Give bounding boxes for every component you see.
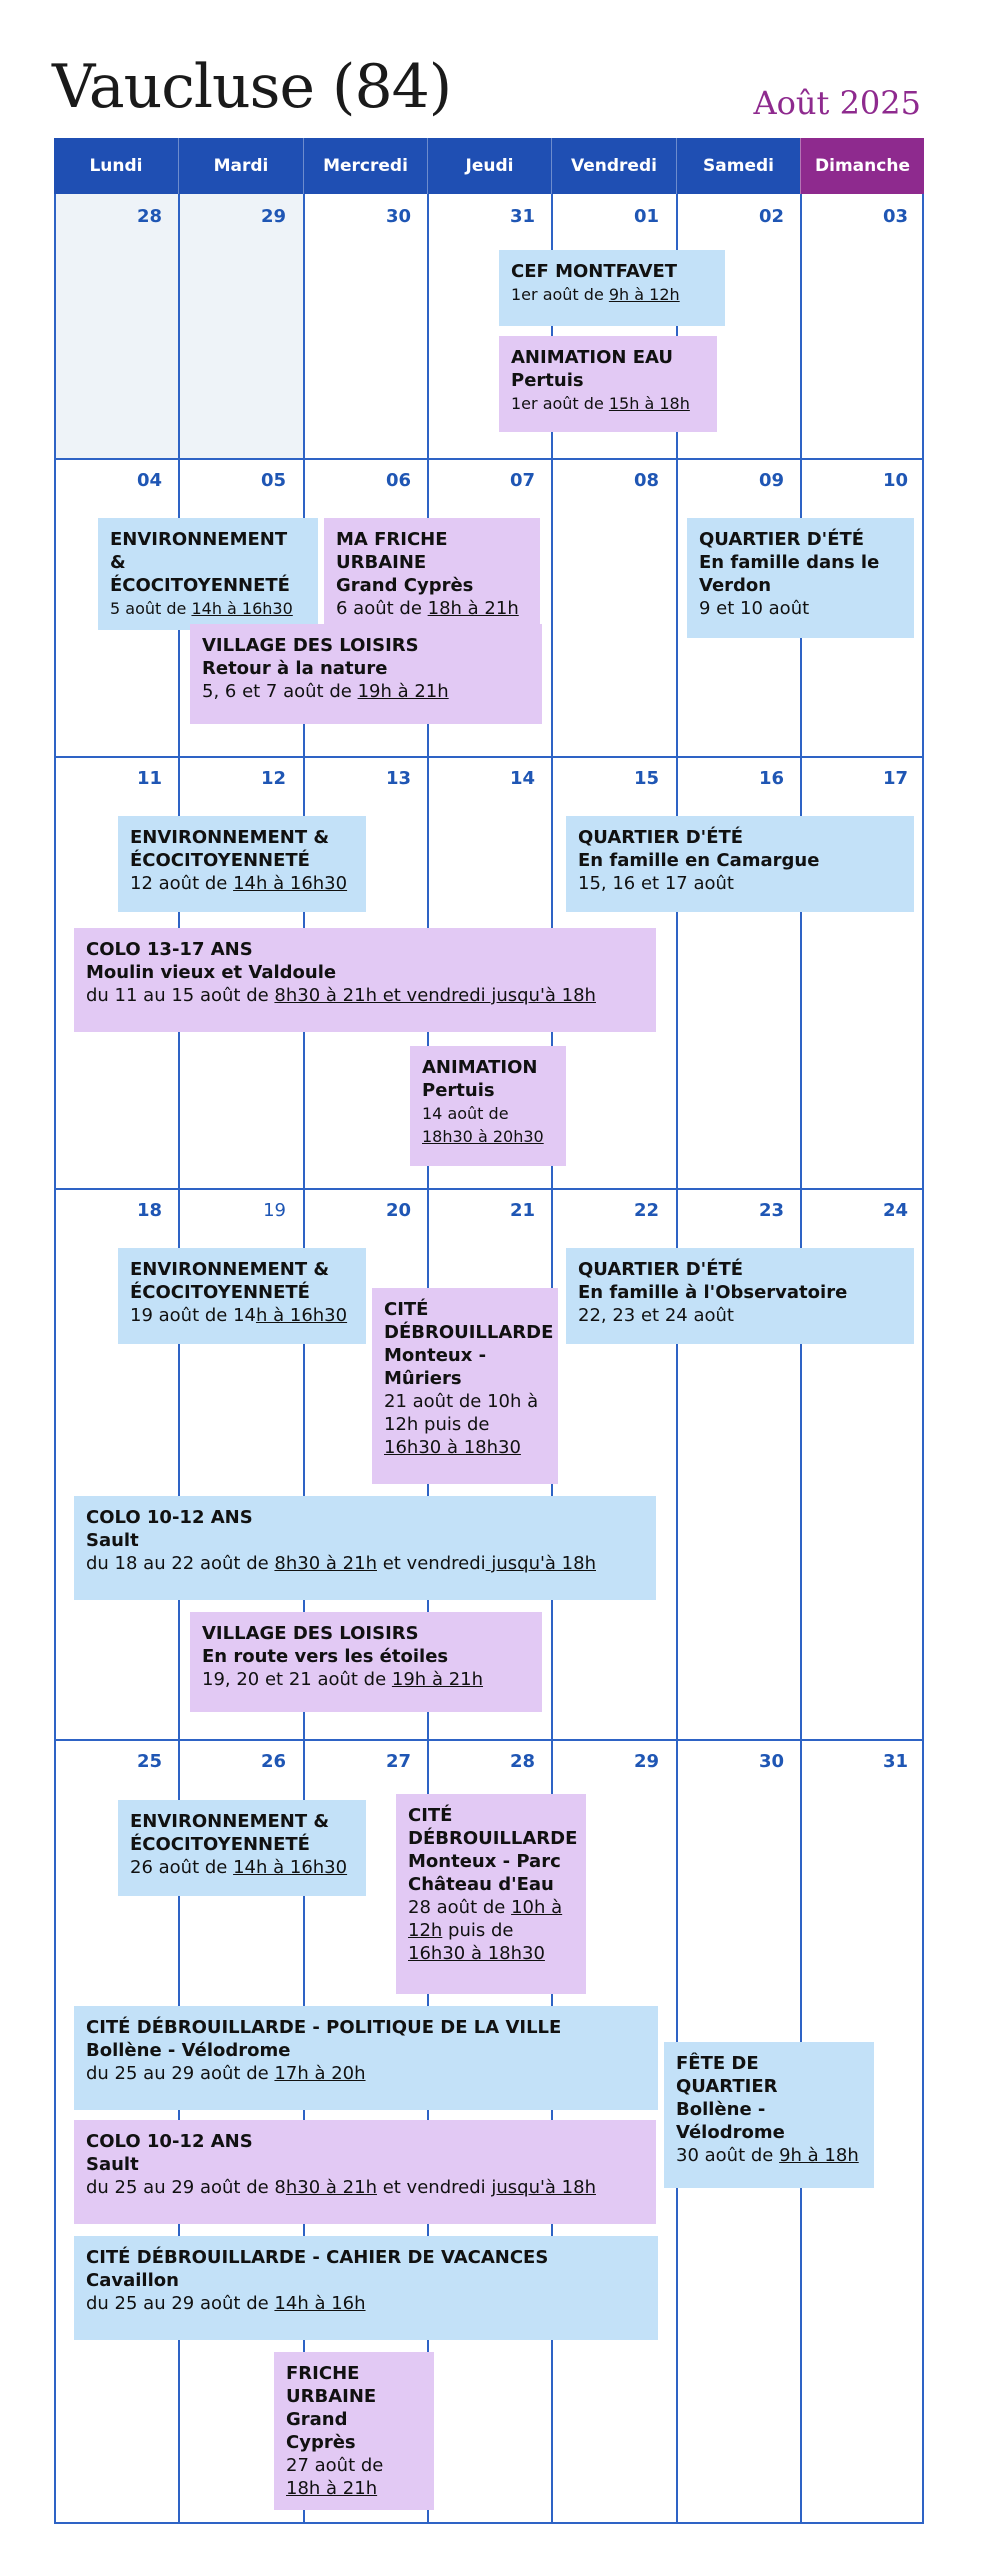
- event-date-text: 12 août de: [130, 873, 234, 894]
- event-subtitle: Bollène - Vélodrome: [86, 2040, 291, 2061]
- grid-hline: [54, 1188, 924, 1190]
- event-time: 15h à 18h: [608, 394, 690, 413]
- day-number: 26: [260, 1751, 286, 1772]
- event-quartier-observatoire[interactable]: [566, 1248, 914, 1344]
- event-time: h30 à 21h: [285, 2177, 377, 2198]
- day-number: 08: [633, 470, 659, 491]
- event-date: [86, 1552, 644, 1575]
- month-label: Août 2025: [753, 84, 921, 122]
- event-title: VILLAGE DES LOISIRS: [202, 1623, 419, 1644]
- event-date-text: 27 août de: [286, 2455, 384, 2476]
- day-number: 01: [633, 206, 659, 227]
- event-date: [422, 1102, 554, 1148]
- event-time: 18h à 21h: [427, 598, 519, 619]
- event-time: 14h à 16h30: [233, 873, 348, 894]
- day-header-vendredi: Vendredi: [551, 138, 676, 194]
- event-date: [286, 2454, 422, 2500]
- grid-hline: [54, 1739, 924, 1741]
- event-subtitle: Monteux - Parc Château d'Eau: [408, 1851, 561, 1895]
- event-time: 10h à 12h: [408, 1897, 563, 1941]
- event-time: 14h à 16h30: [233, 1857, 348, 1878]
- event-title: COLO 10-12 ANS: [86, 2131, 253, 2152]
- event-title: CITÉ DÉBROUILLARDE: [408, 1805, 578, 1849]
- event-date-text: du 25 au 29 août de: [86, 2293, 275, 2314]
- event-subtitle: En famille en Camargue: [578, 850, 820, 871]
- event-date-more: puis de: [442, 1920, 514, 1941]
- event-subtitle: Pertuis: [422, 1080, 495, 1101]
- event-date-text: 6 août de: [336, 598, 428, 619]
- event-title: COLO 13-17 ANS: [86, 939, 253, 960]
- event-date-text: 9 et 10 août: [699, 598, 810, 619]
- event-time: 19h à 21h: [357, 681, 449, 702]
- event-date: [110, 597, 306, 620]
- event-time: 19h à 21h: [391, 1669, 484, 1690]
- day-header-jeudi: Jeudi: [427, 138, 551, 194]
- day-number: 13: [385, 768, 411, 789]
- day-number: 30: [385, 206, 411, 227]
- event-quartier-camargue[interactable]: [566, 816, 914, 912]
- event-date: [578, 872, 902, 895]
- grid-hline: [54, 458, 924, 460]
- day-number: 09: [758, 470, 784, 491]
- event-time: 16h30 à 18h30: [384, 1437, 521, 1458]
- grid-vline: [54, 194, 56, 2524]
- event-date-text: 21 août de 10h à 12h puis de: [384, 1391, 539, 1435]
- event-date: [130, 872, 354, 895]
- day-number: 18: [136, 1200, 162, 1221]
- event-time: 14h à 16h: [274, 2293, 366, 2314]
- day-number: 27: [385, 1751, 411, 1772]
- event-date: [86, 984, 644, 1007]
- event-date: [699, 597, 902, 620]
- event-title: COLO 10-12 ANS: [86, 1507, 253, 1528]
- event-title: QUARTIER D'ÉTÉ: [699, 529, 865, 550]
- calendar-grid: [54, 194, 924, 2524]
- event-subtitle: En route vers les étoiles: [202, 1646, 449, 1667]
- event-date: [511, 392, 705, 415]
- event-date-text: 28 août de: [408, 1897, 512, 1918]
- event-title: QUARTIER D'ÉTÉ: [578, 1259, 744, 1280]
- event-date-text: 19, 20 et 21 août de: [202, 1669, 392, 1690]
- event-subtitle: Cavaillon: [86, 2270, 179, 2291]
- day-header-mercredi: Mercredi: [303, 138, 427, 194]
- event-date-text: 15, 16 et 17 août: [578, 873, 734, 894]
- event-title: FÊTE DE QUARTIER: [676, 2053, 778, 2097]
- event-colo-10-12-a[interactable]: [74, 1496, 656, 1600]
- event-env-12[interactable]: [118, 816, 366, 912]
- event-time: 8h30 à 21h: [274, 1553, 377, 1574]
- event-colo-13-17[interactable]: [74, 928, 656, 1032]
- event-title: FRICHE URBAINE: [286, 2363, 377, 2407]
- day-number: 19: [263, 1200, 286, 1221]
- event-time: 14h à 16h30: [191, 599, 293, 618]
- event-colo-10-12-b[interactable]: [74, 2120, 656, 2224]
- day-number: 21: [509, 1200, 535, 1221]
- event-date: [86, 2292, 646, 2315]
- event-time: 18h à 21h: [286, 2478, 378, 2499]
- event-time-2: jusqu'à 18h: [485, 1553, 596, 1574]
- day-header-mardi: Mardi: [178, 138, 303, 194]
- event-date: [202, 680, 530, 703]
- event-subtitle: Grand Cyprès: [336, 575, 474, 596]
- day-number: 05: [260, 470, 286, 491]
- event-subtitle: Retour à la nature: [202, 658, 388, 679]
- event-date: [578, 1304, 902, 1327]
- event-date: [511, 283, 713, 306]
- event-animation-pertuis[interactable]: [410, 1046, 566, 1166]
- day-number: 06: [385, 470, 411, 491]
- day-number: 25: [136, 1751, 162, 1772]
- event-subtitle: Pertuis: [511, 370, 584, 391]
- event-time: 9h à 12h: [608, 285, 680, 304]
- grid-vline: [922, 194, 924, 2524]
- event-cef-montfavet[interactable]: [499, 250, 725, 326]
- day-number: 24: [882, 1200, 908, 1221]
- day-number: 28: [509, 1751, 535, 1772]
- grid-hline: [54, 2522, 924, 2524]
- event-subtitle: Grand Cyprès: [286, 2409, 356, 2453]
- day-number: 12: [260, 768, 286, 789]
- event-subtitle: En famille dans le Verdon: [699, 552, 880, 596]
- page-title: Vaucluse (84): [52, 52, 452, 122]
- event-date: [86, 2176, 644, 2199]
- event-date-text: du 25 au 29 août de: [86, 2063, 275, 2084]
- event-fete-quartier[interactable]: [664, 2042, 874, 2188]
- event-date-text: du 18 au 22 août de: [86, 1553, 275, 1574]
- event-date-text: 1er août de: [511, 394, 609, 413]
- day-number: 31: [882, 1751, 908, 1772]
- day-number: 28: [136, 206, 162, 227]
- day-number: 16: [758, 768, 784, 789]
- event-env-26[interactable]: [118, 1800, 366, 1896]
- event-date-more: et vendredi: [376, 2177, 492, 2198]
- event-date: [86, 2062, 646, 2085]
- event-date: [130, 1304, 354, 1327]
- event-title: CITÉ DÉBROUILLARDE: [384, 1299, 554, 1343]
- event-time: 18h30 à 20h30: [422, 1127, 544, 1146]
- event-time: 9h à 18h: [779, 2145, 859, 2166]
- event-subtitle: Sault: [86, 1530, 139, 1551]
- event-quartier-verdon[interactable]: [687, 518, 914, 638]
- event-date-text: du 25 au 29 août de 8: [86, 2177, 286, 2198]
- event-title: ENVIRONNEMENT & ÉCOCITOYENNETÉ: [130, 827, 330, 871]
- event-title: CEF MONTFAVET: [511, 261, 678, 282]
- event-date-text: 1er août de: [511, 285, 609, 304]
- event-cite-chateau[interactable]: [396, 1794, 586, 1994]
- day-number: 22: [633, 1200, 659, 1221]
- day-number: 29: [633, 1751, 659, 1772]
- event-date: [202, 1668, 530, 1691]
- day-header-dimanche: Dimanche: [800, 138, 924, 194]
- day-number: 23: [758, 1200, 784, 1221]
- event-date-text: 14 août de: [422, 1104, 509, 1123]
- day-header-samedi: Samedi: [676, 138, 800, 194]
- event-date-more: et vendredi: [376, 1553, 486, 1574]
- event-title: MA FRICHE URBAINE: [336, 529, 448, 573]
- event-title: ENVIRONNEMENT & ÉCOCITOYENNETÉ: [110, 529, 290, 596]
- event-friche-27[interactable]: [274, 2352, 434, 2510]
- event-date: [336, 597, 528, 620]
- event-date: [676, 2144, 862, 2167]
- day-number: 11: [136, 768, 162, 789]
- event-animation-eau[interactable]: [499, 336, 717, 432]
- event-title: QUARTIER D'ÉTÉ: [578, 827, 744, 848]
- day-number: 14: [509, 768, 535, 789]
- event-date-text: 5 août de: [110, 599, 192, 618]
- event-title: ANIMATION EAU: [511, 347, 674, 368]
- grid-hline: [54, 756, 924, 758]
- event-date: [384, 1390, 546, 1459]
- day-number: 15: [633, 768, 659, 789]
- event-date: [130, 1856, 354, 1879]
- event-title: ANIMATION: [422, 1057, 538, 1078]
- event-subtitle: En famille à l'Observatoire: [578, 1282, 848, 1303]
- event-village-etoiles[interactable]: [190, 1612, 542, 1712]
- day-number: 31: [509, 206, 535, 227]
- event-time: 8h30 à 21h et vendredi jusqu'à 18h: [274, 985, 596, 1006]
- event-date-text: 5, 6 et 7 août de: [202, 681, 358, 702]
- day-number: 17: [882, 768, 908, 789]
- event-cite-muriers[interactable]: [372, 1288, 558, 1484]
- day-header-lundi: Lundi: [54, 138, 178, 194]
- calendar: [54, 138, 924, 2524]
- event-date-text: 22, 23 et 24 août: [578, 1305, 734, 1326]
- event-date-text: 26 août de: [130, 1857, 234, 1878]
- event-time: h à 16h30: [255, 1305, 348, 1326]
- event-date-text: 19 août de 14: [130, 1305, 256, 1326]
- event-cite-bollene[interactable]: [74, 2006, 658, 2110]
- day-number: 03: [882, 206, 908, 227]
- event-subtitle: Sault: [86, 2154, 139, 2175]
- day-number: 20: [385, 1200, 411, 1221]
- event-subtitle: Monteux - Mûriers: [384, 1345, 487, 1389]
- event-subtitle: Moulin vieux et Valdoule: [86, 962, 337, 983]
- event-subtitle: Bollène - Vélodrome: [676, 2099, 785, 2143]
- event-time: 17h à 20h: [274, 2063, 366, 2084]
- event-env-19[interactable]: [118, 1248, 366, 1344]
- day-number: 30: [758, 1751, 784, 1772]
- event-title: VILLAGE DES LOISIRS: [202, 635, 419, 656]
- day-number: 07: [509, 470, 535, 491]
- event-env-5[interactable]: [98, 518, 318, 630]
- event-village-nature[interactable]: [190, 624, 542, 724]
- event-date-text: 30 août de: [676, 2145, 780, 2166]
- event-friche-6[interactable]: [324, 518, 540, 630]
- day-number: 04: [136, 470, 162, 491]
- day-number: 10: [882, 470, 908, 491]
- day-number: 02: [758, 206, 784, 227]
- event-title: CITÉ DÉBROUILLARDE - POLITIQUE DE LA VILLE: [86, 2017, 562, 2038]
- event-date-text: du 11 au 15 août de: [86, 985, 275, 1006]
- day-number: 29: [260, 206, 286, 227]
- event-title: CITÉ DÉBROUILLARDE - CAHIER DE VACANCES: [86, 2247, 549, 2268]
- event-title: ENVIRONNEMENT & ÉCOCITOYENNETÉ: [130, 1811, 330, 1855]
- event-title: ENVIRONNEMENT & ÉCOCITOYENNETÉ: [130, 1259, 330, 1303]
- event-cite-cavaillon[interactable]: [74, 2236, 658, 2340]
- event-date: [408, 1896, 574, 1965]
- event-time-2: jusqu'à 18h: [491, 2177, 596, 2198]
- event-time-2: 16h30 à 18h30: [408, 1943, 545, 1964]
